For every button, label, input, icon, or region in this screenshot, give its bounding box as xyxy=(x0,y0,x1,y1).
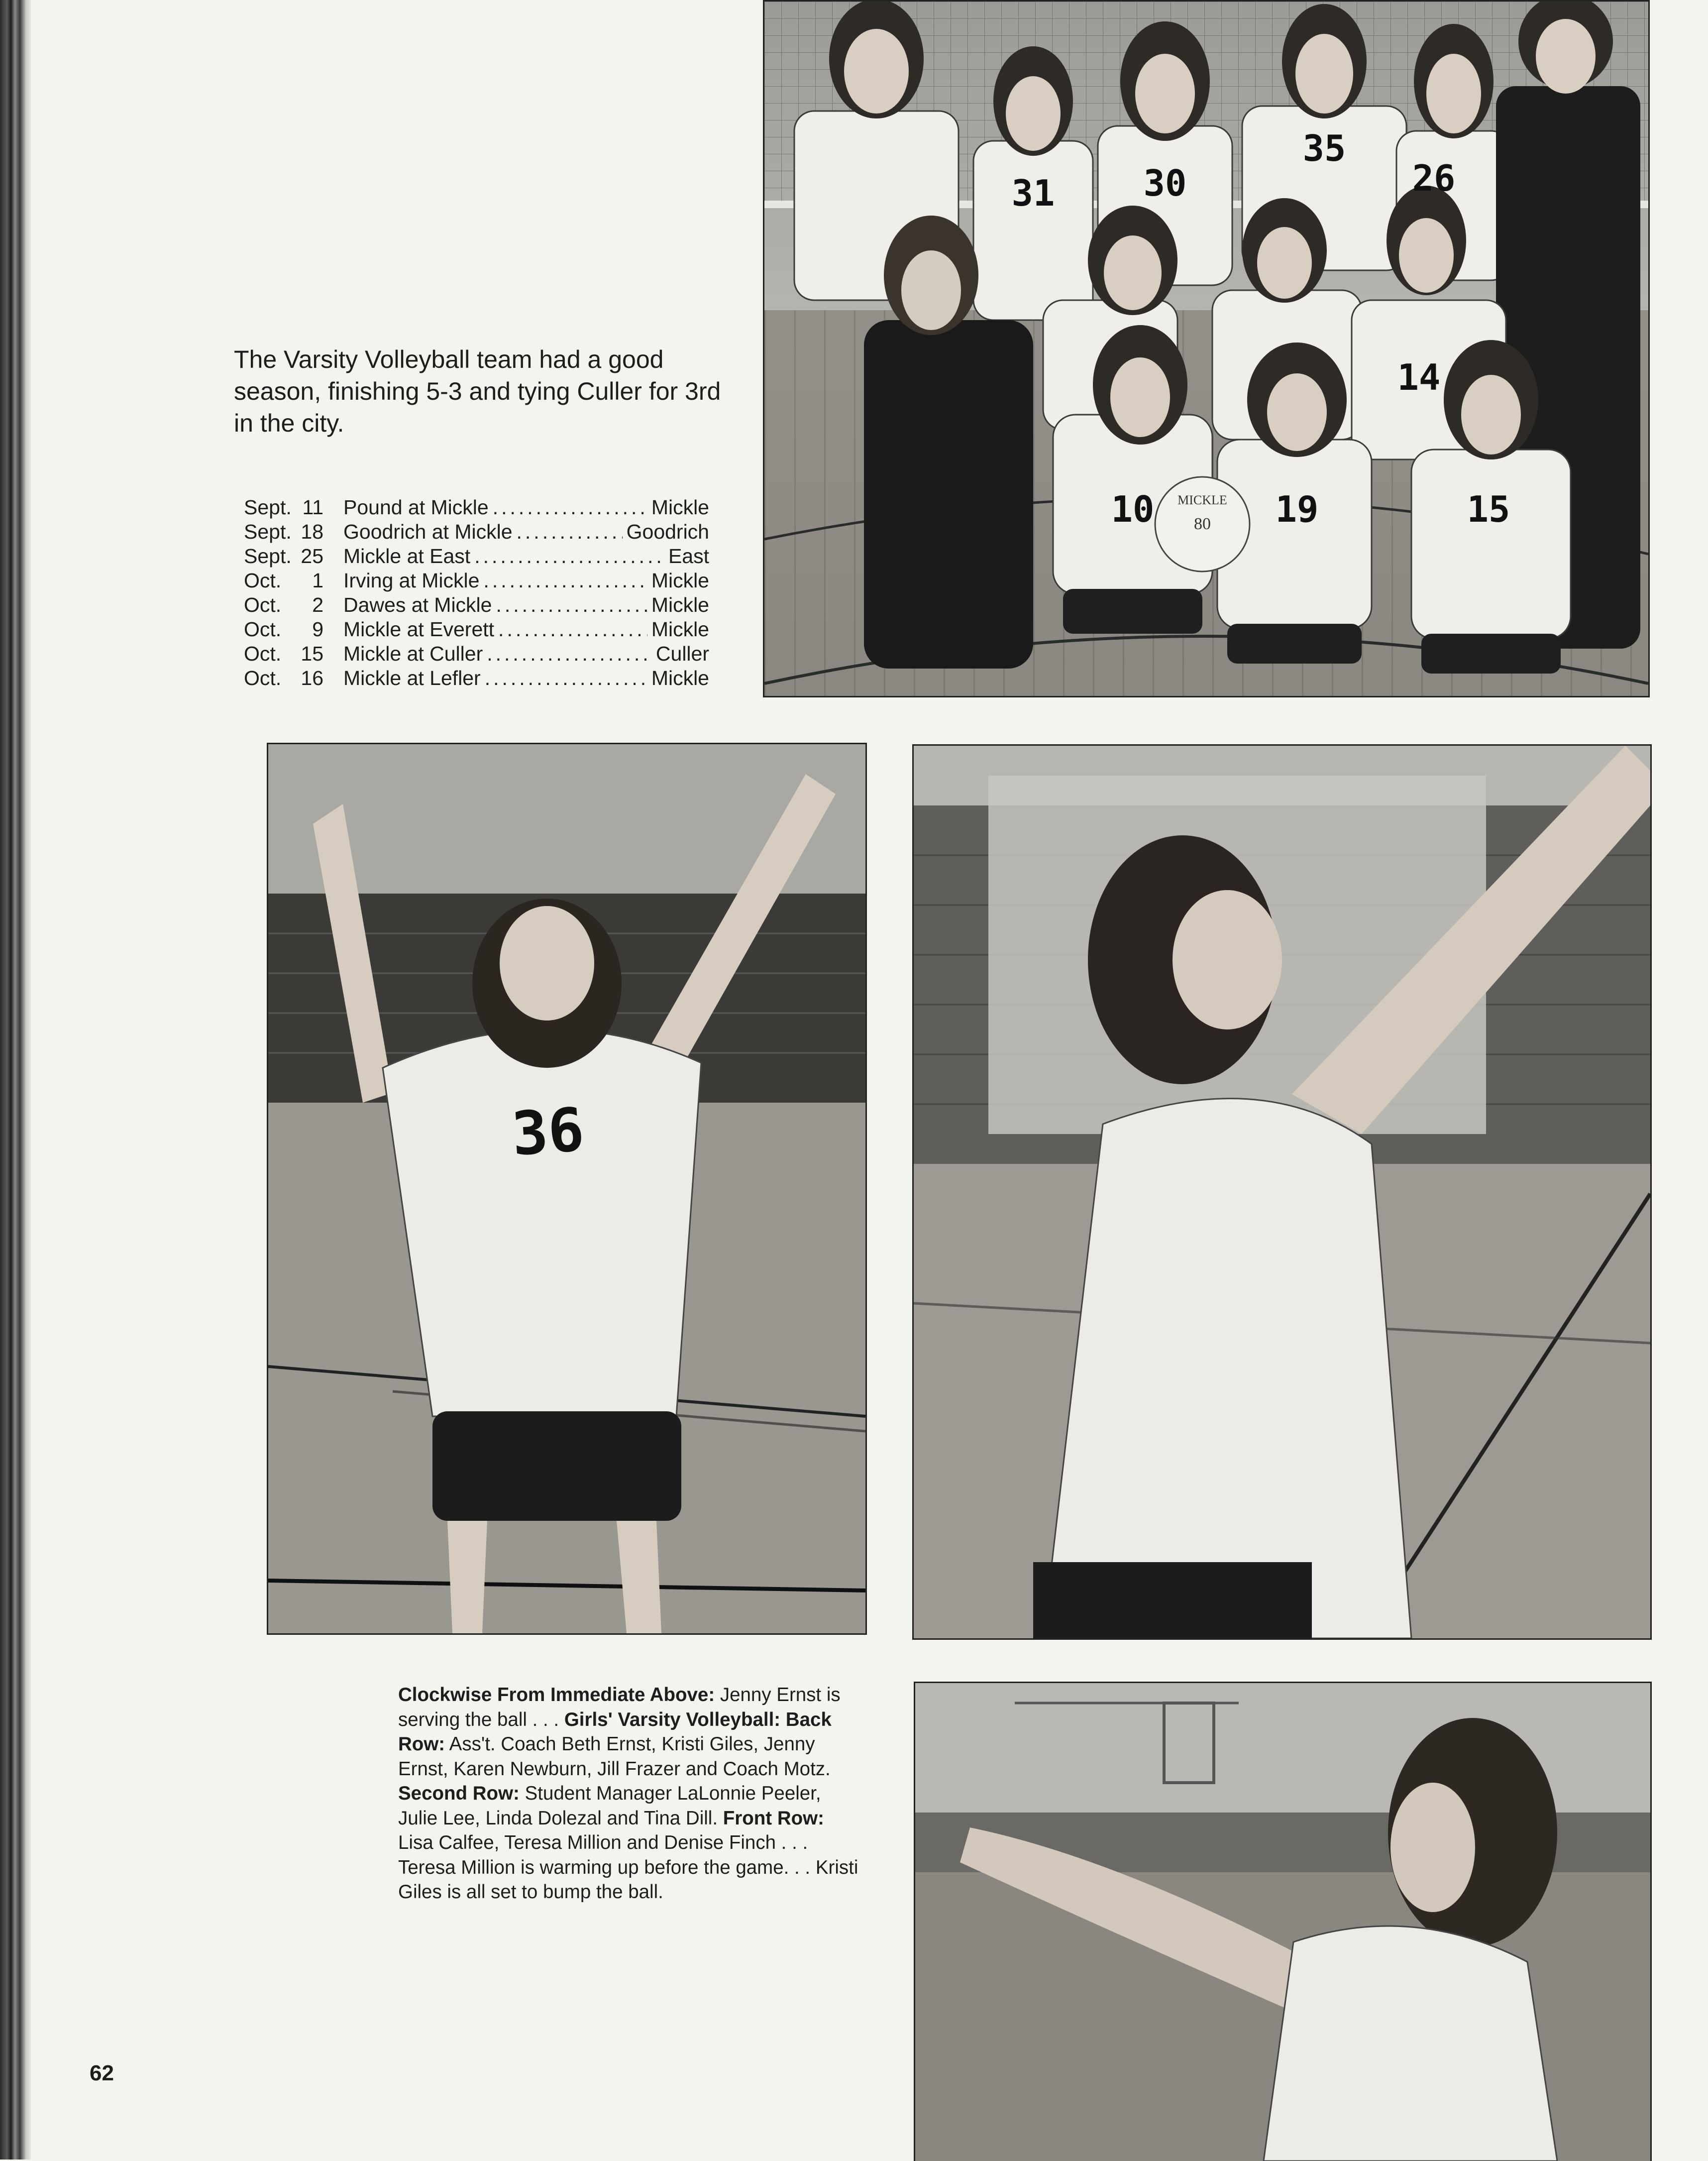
season-schedule xyxy=(244,495,709,690)
ball-number: 80 xyxy=(1194,515,1211,533)
schedule-day: 25 xyxy=(301,545,323,568)
schedule-leader-dots xyxy=(487,642,652,666)
schedule-row xyxy=(244,520,709,544)
schedule-match: Dawes at Mickle xyxy=(343,593,492,616)
schedule-match: Pound at Mickle xyxy=(343,496,489,519)
page-number: 62 xyxy=(90,2061,114,2085)
schedule-match: Mickle at East xyxy=(343,545,471,568)
schedule-row xyxy=(244,544,709,569)
photo-caption xyxy=(398,1683,861,1905)
caption-heading: Girls' Varsity Volleyball: Back Row: xyxy=(398,1708,832,1755)
caption-text: Ass't. Coach Beth Ernst, Kristi Giles, Jenny Ernst, Karen Newburn, Jill Frazer and Coach Motz. xyxy=(398,1733,831,1780)
schedule-month: Oct. xyxy=(244,569,282,592)
schedule-row xyxy=(244,593,709,617)
schedule-leader-dots xyxy=(496,593,647,617)
schedule-day: 2 xyxy=(312,593,323,616)
schedule-site: Mickle xyxy=(651,569,709,592)
jersey-number: 35 xyxy=(1302,127,1346,169)
schedule-day: 16 xyxy=(301,667,323,689)
schedule-month: Oct. xyxy=(244,667,282,689)
schedule-site: Culler xyxy=(655,642,709,665)
caption-text: Jenny Ernst is serving the ball . . . xyxy=(398,1684,841,1730)
schedule-day: 15 xyxy=(301,642,323,665)
caption-heading: Front Row: xyxy=(723,1807,824,1829)
book-binding-edge xyxy=(0,0,31,2160)
warming-up-photo xyxy=(912,744,1652,1640)
caption-heading: Clockwise From Immediate Above: xyxy=(398,1684,715,1706)
schedule-leader-dots xyxy=(474,544,664,569)
schedule-site: Mickle xyxy=(651,496,709,519)
schedule-row xyxy=(244,495,709,520)
team-photo xyxy=(763,0,1650,697)
schedule-month: Sept. xyxy=(244,545,292,568)
schedule-leader-dots xyxy=(517,520,623,544)
serving-photo xyxy=(267,743,867,1635)
schedule-day: 11 xyxy=(302,496,323,519)
schedule-match: Goodrich at Mickle xyxy=(343,520,513,543)
schedule-match: Irving at Mickle xyxy=(343,569,480,592)
jersey-number: 30 xyxy=(1143,162,1187,204)
schedule-leader-dots xyxy=(485,666,647,690)
schedule-leader-dots xyxy=(483,569,647,593)
schedule-month: Sept. xyxy=(244,520,292,543)
jersey-number: 10 xyxy=(1111,488,1155,530)
schedule-day: 9 xyxy=(312,618,323,641)
schedule-leader-dots xyxy=(493,495,647,520)
bump-photo xyxy=(914,1682,1652,2161)
intro-text: The Varsity Volleyball team had a good season, finishing 5-3 and tying Culler for 3rd in the city. xyxy=(234,345,721,437)
schedule-row xyxy=(244,642,709,666)
caption-text: Lisa Calfee, Teresa Million and Denise Finch . . . Teresa Million is warming up before the game. . . Kristi Giles is all set to bump the ball. xyxy=(398,1832,858,1903)
schedule-site: East xyxy=(668,545,709,568)
jersey-number: 14 xyxy=(1397,356,1441,398)
schedule-site: Mickle xyxy=(651,593,709,616)
jersey-number: 26 xyxy=(1412,157,1456,199)
schedule-month: Oct. xyxy=(244,593,282,616)
schedule-month: Sept. xyxy=(244,496,292,519)
schedule-match: Mickle at Everett xyxy=(343,618,495,641)
schedule-leader-dots xyxy=(498,617,647,642)
schedule-site: Mickle xyxy=(651,667,709,689)
schedule-row xyxy=(244,666,709,690)
jersey-number: 19 xyxy=(1275,488,1319,530)
jersey-number: 15 xyxy=(1467,488,1510,530)
caption-text: Student Manager LaLonnie Peeler, Julie Lee, Linda Dolezal and Tina Dill. xyxy=(398,1783,821,1829)
schedule-row xyxy=(244,617,709,642)
ball-lettering: MICKLE xyxy=(1177,493,1227,507)
schedule-site: Mickle xyxy=(651,618,709,641)
schedule-month: Oct. xyxy=(244,642,282,665)
schedule-match: Mickle at Culler xyxy=(343,642,483,665)
schedule-site: Goodrich xyxy=(626,520,709,543)
jersey-number: 36 xyxy=(510,1095,587,1169)
schedule-match: Mickle at Lefler xyxy=(343,667,481,689)
schedule-row xyxy=(244,569,709,593)
schedule-month: Oct. xyxy=(244,618,282,641)
schedule-day: 1 xyxy=(312,569,323,592)
caption-heading: Second Row: xyxy=(398,1783,520,1804)
jersey-number: 31 xyxy=(1011,172,1055,214)
schedule-day: 18 xyxy=(301,520,323,543)
